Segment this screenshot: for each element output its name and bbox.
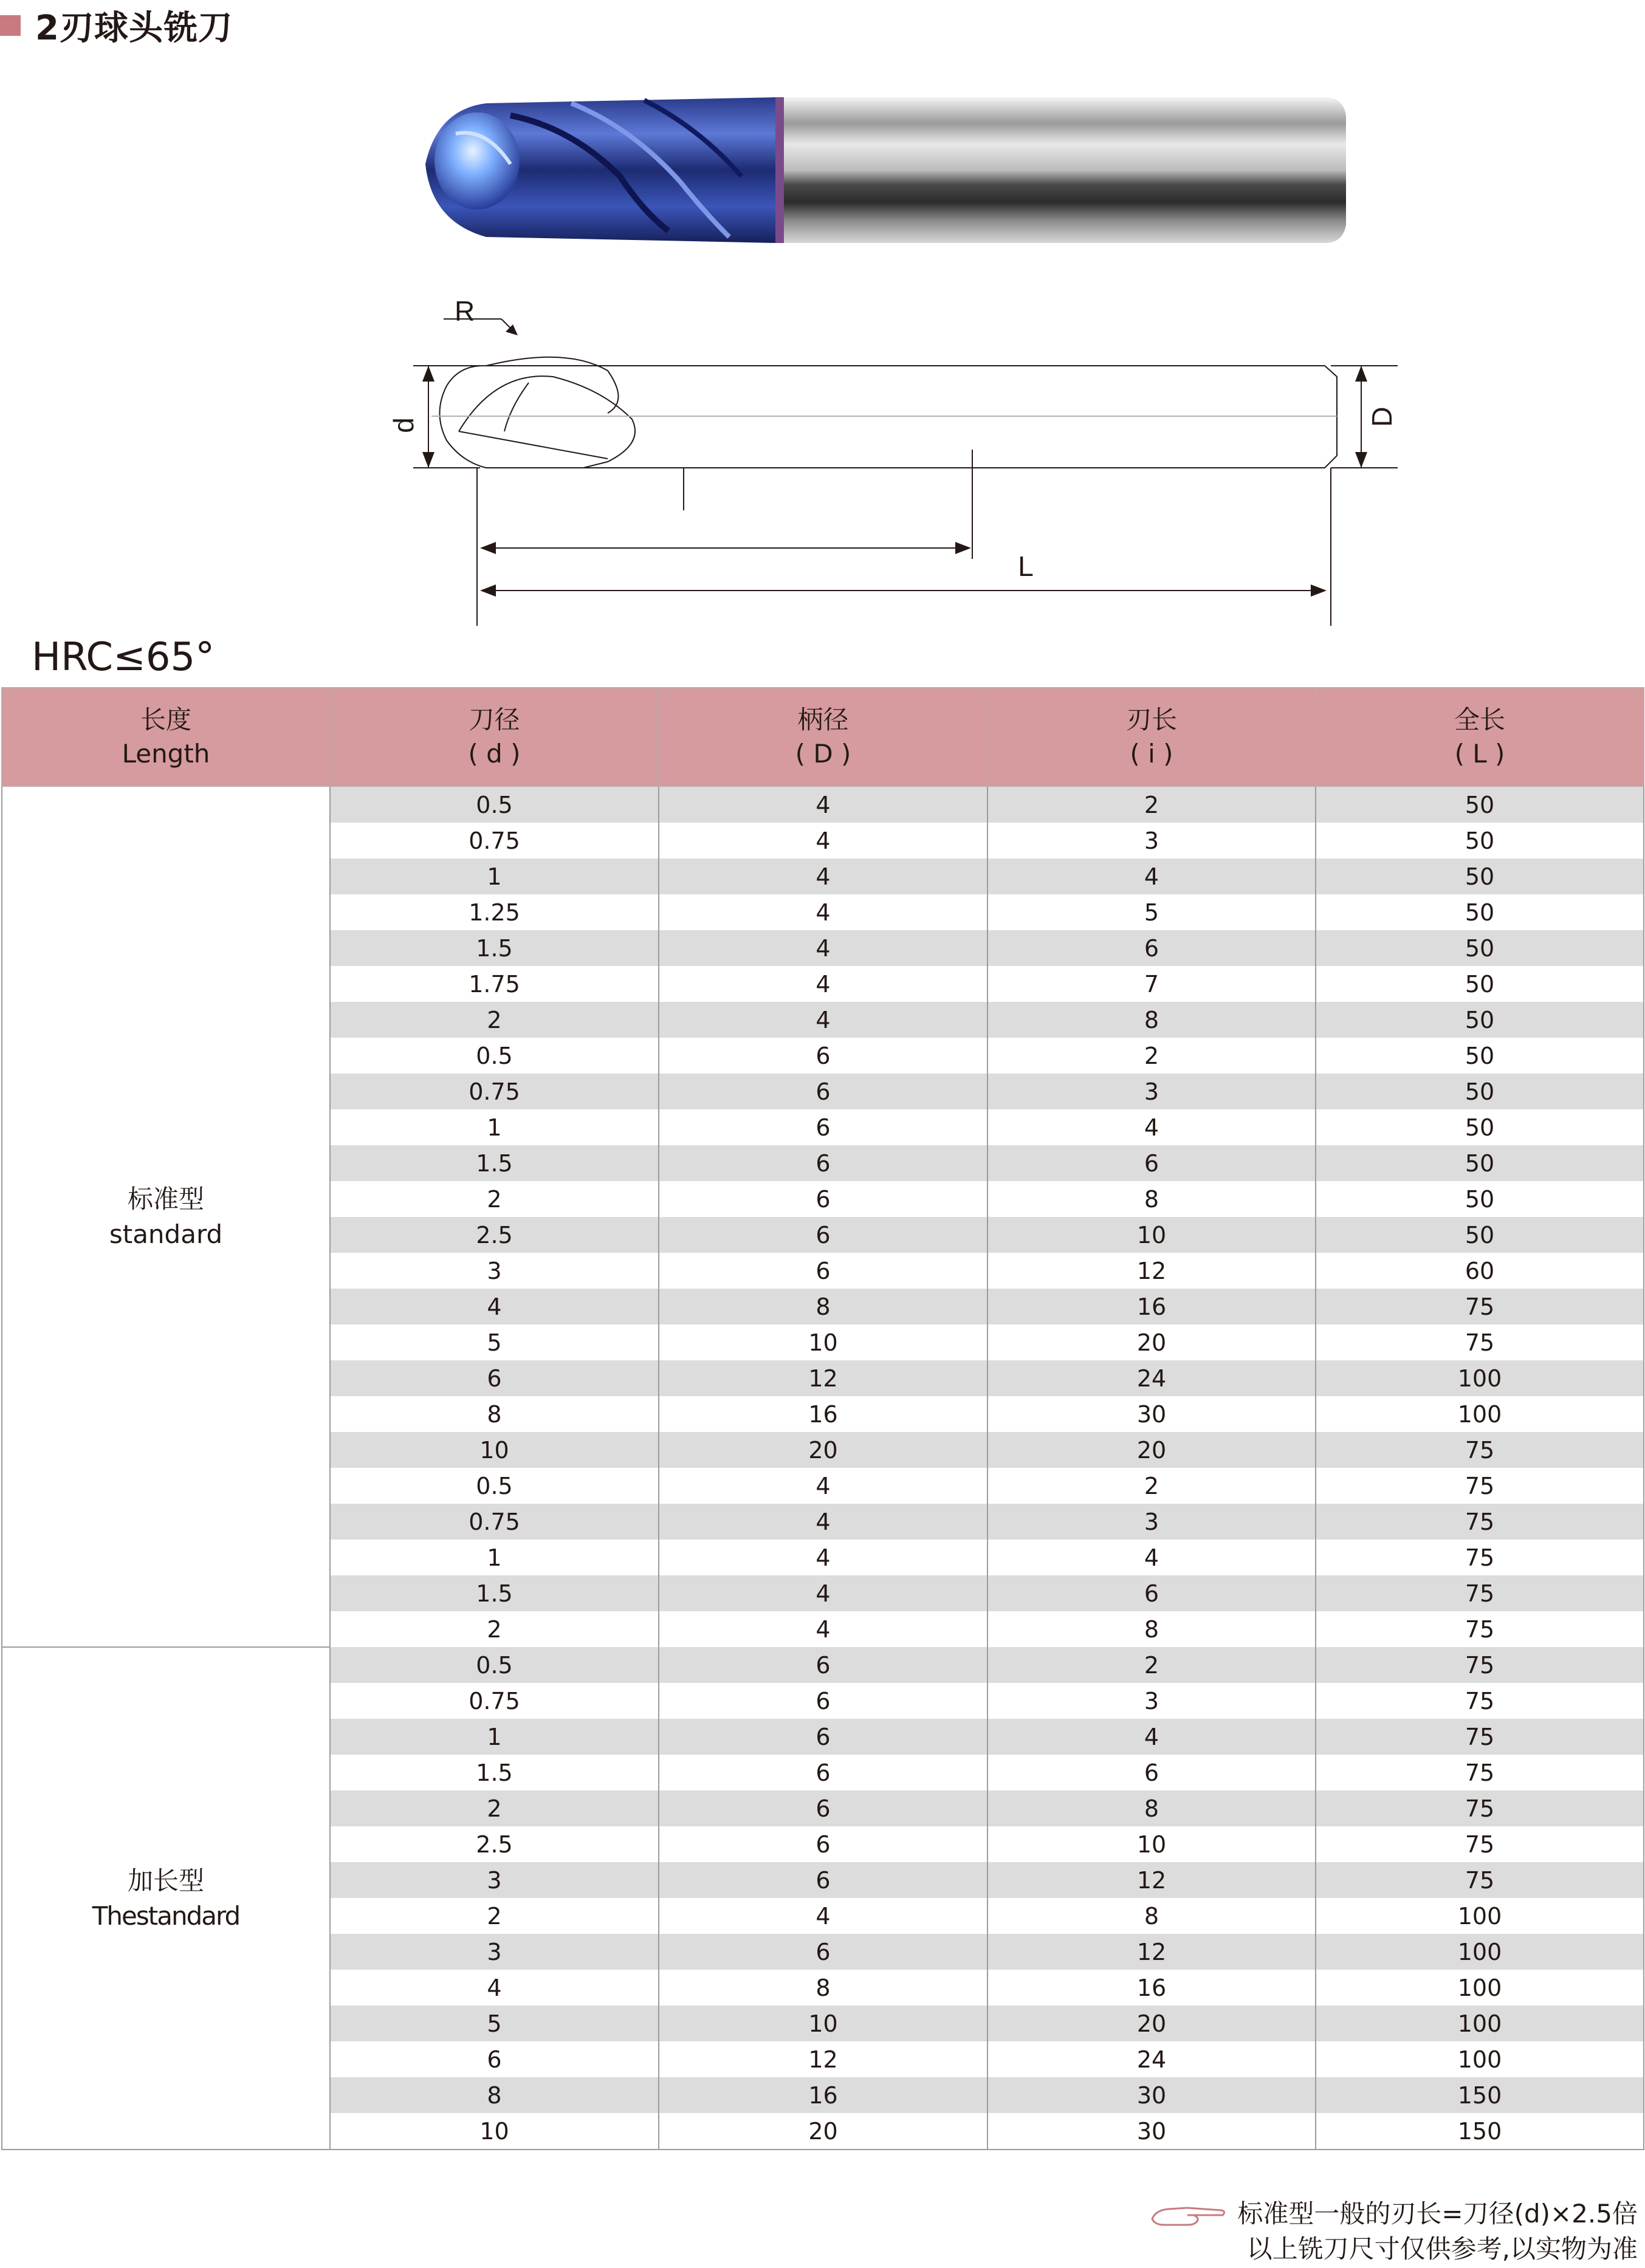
- overall-length-cell: 100: [1316, 2006, 1644, 2041]
- blade-diameter-cell: 5: [330, 1324, 659, 1360]
- blade-length-cell: 4: [987, 1109, 1316, 1145]
- title-marker: [0, 15, 21, 36]
- blade-diameter-cell: 0.5: [330, 1038, 659, 1074]
- shank-diameter-cell: 12: [659, 1360, 987, 1396]
- blade-diameter-cell: 6: [330, 2041, 659, 2077]
- shank-diameter-cell: 4: [659, 1898, 987, 1934]
- overall-length-cell: 100: [1316, 1970, 1644, 2006]
- footnote: [1150, 2196, 1638, 2267]
- blade-diameter-cell: 0.75: [330, 823, 659, 858]
- overall-length-cell: 50: [1316, 1038, 1644, 1074]
- shank-diameter-cell: 6: [659, 1217, 987, 1253]
- spec-table: [1, 687, 1644, 2150]
- table-row: [2, 786, 1644, 823]
- column-header: [659, 688, 987, 786]
- blade-diameter-cell: 1: [330, 1540, 659, 1575]
- shank-diameter-cell: 8: [659, 1970, 987, 2006]
- shank-diameter-cell: 6: [659, 1719, 987, 1755]
- shank-diameter-cell: 4: [659, 966, 987, 1002]
- length-type-cell: [2, 1647, 330, 2150]
- blade-length-cell: 20: [987, 1432, 1316, 1468]
- blade-diameter-cell: 8: [330, 2077, 659, 2113]
- blade-length-cell: 3: [987, 1504, 1316, 1540]
- spec-table-body: [2, 786, 1644, 2150]
- spec-table-head: [2, 688, 1644, 786]
- footnote-line-1: [1150, 2196, 1638, 2232]
- overall-length-cell: 75: [1316, 1647, 1644, 1683]
- page-title: 2刃球头铣刀: [35, 9, 233, 48]
- overall-length-cell: 75: [1316, 1324, 1644, 1360]
- shank-diameter-cell: 12: [659, 2041, 987, 2077]
- footnote-text-2: 以上铣刀尺寸仅供参考,以实物为准: [1246, 2234, 1638, 2264]
- column-header-en: Length: [122, 739, 210, 769]
- blade-length-cell: 3: [987, 823, 1316, 858]
- overall-length-cell: 75: [1316, 1862, 1644, 1898]
- blade-diameter-cell: 1.25: [330, 894, 659, 930]
- length-type-zh: 加长型: [127, 1865, 204, 1896]
- footnote-text-1: 标准型一般的刃长=刀径(d)×2.5倍: [1237, 2199, 1638, 2229]
- shank-diameter-cell: 4: [659, 823, 987, 858]
- length-type-en: standard: [109, 1219, 223, 1249]
- overall-length-cell: 50: [1316, 823, 1644, 858]
- column-header: [987, 688, 1316, 786]
- blade-diameter-cell: 0.75: [330, 1074, 659, 1109]
- shank-diameter-cell: 4: [659, 1575, 987, 1611]
- overall-length-cell: 75: [1316, 1683, 1644, 1719]
- footnote-line-2: [1150, 2232, 1638, 2267]
- overall-length-cell: 50: [1316, 1074, 1644, 1109]
- blade-length-cell: 30: [987, 2113, 1316, 2150]
- blade-length-cell: 12: [987, 1934, 1316, 1970]
- shank-diameter-cell: 8: [659, 1289, 987, 1324]
- overall-length-cell: 100: [1316, 1360, 1644, 1396]
- pointing-hand-icon: [1150, 2201, 1229, 2227]
- shank-diameter-cell: 6: [659, 1074, 987, 1109]
- blade-length-cell: 8: [987, 1790, 1316, 1826]
- blade-length-cell: 30: [987, 1396, 1316, 1432]
- header-row: [2, 688, 1644, 786]
- blade-diameter-cell: 8: [330, 1396, 659, 1432]
- shank-diameter-cell: 6: [659, 1181, 987, 1217]
- blade-length-cell: 5: [987, 894, 1316, 930]
- blade-length-cell: 6: [987, 930, 1316, 966]
- blade-length-cell: 4: [987, 858, 1316, 894]
- column-header-en: ( d ): [468, 739, 521, 769]
- shank-diameter-cell: 10: [659, 2006, 987, 2041]
- column-header-en: ( D ): [795, 739, 851, 769]
- column-header-zh: 刀径: [469, 705, 520, 735]
- overall-length-cell: 150: [1316, 2113, 1644, 2150]
- overall-length-cell: 75: [1316, 1540, 1644, 1575]
- shank-diameter-cell: 20: [659, 2113, 987, 2150]
- shank-diameter-cell: 6: [659, 1253, 987, 1289]
- blade-diameter-cell: 2: [330, 1002, 659, 1038]
- overall-length-cell: 150: [1316, 2077, 1644, 2113]
- blade-length-cell: 12: [987, 1253, 1316, 1289]
- shank-diameter-cell: 4: [659, 858, 987, 894]
- shank-diameter-cell: 10: [659, 1324, 987, 1360]
- blade-diameter-cell: 1: [330, 1109, 659, 1145]
- overall-length-cell: 100: [1316, 1898, 1644, 1934]
- shank-diameter-cell: 6: [659, 1790, 987, 1826]
- blade-diameter-cell: 2.5: [330, 1826, 659, 1862]
- shank-diameter-cell: 4: [659, 786, 987, 823]
- overall-length-cell: 100: [1316, 1396, 1644, 1432]
- length-type-en: Thestandard: [92, 1900, 240, 1931]
- overall-length-cell: 50: [1316, 1217, 1644, 1253]
- blade-length-cell: 3: [987, 1074, 1316, 1109]
- blade-length-cell: 10: [987, 1826, 1316, 1862]
- blade-diameter-label: d: [388, 417, 419, 433]
- overall-length-cell: 75: [1316, 1432, 1644, 1468]
- shank-diameter-cell: 4: [659, 930, 987, 966]
- blade-length-cell: 7: [987, 966, 1316, 1002]
- blade-length-cell: 3: [987, 1683, 1316, 1719]
- blade-length-cell: 30: [987, 2077, 1316, 2113]
- column-header-zh: 刃长: [1125, 705, 1177, 735]
- blade-diameter-cell: 3: [330, 1934, 659, 1970]
- blade-length-cell: 8: [987, 1898, 1316, 1934]
- blade-length-cell: 10: [987, 1217, 1316, 1253]
- table-row: [2, 1647, 1644, 1683]
- blade-length-cell: 20: [987, 1324, 1316, 1360]
- blade-length-cell: 24: [987, 2041, 1316, 2077]
- blade-diameter-cell: 0.75: [330, 1504, 659, 1540]
- overall-length-label: L: [1018, 550, 1034, 582]
- blade-length-cell: 2: [987, 1468, 1316, 1504]
- shank-diameter-cell: 6: [659, 1826, 987, 1862]
- blade-diameter-cell: 2: [330, 1790, 659, 1826]
- shank-diameter-cell: 6: [659, 1145, 987, 1181]
- blade-diameter-cell: 6: [330, 1360, 659, 1396]
- overall-length-cell: 50: [1316, 1109, 1644, 1145]
- shank-diameter-cell: 6: [659, 1038, 987, 1074]
- ball-end-mill-photo: [413, 91, 1349, 249]
- shank-diameter-cell: 16: [659, 2077, 987, 2113]
- blade-diameter-cell: 2.5: [330, 1217, 659, 1253]
- overall-length-cell: 75: [1316, 1826, 1644, 1862]
- blade-length-cell: 6: [987, 1755, 1316, 1790]
- blade-length-cell: 2: [987, 1647, 1316, 1683]
- overall-length-cell: 50: [1316, 1181, 1644, 1217]
- blade-diameter-cell: 2: [330, 1611, 659, 1647]
- blade-diameter-cell: 10: [330, 2113, 659, 2150]
- blade-length-cell: 6: [987, 1145, 1316, 1181]
- column-header: [1316, 688, 1644, 786]
- blade-length-cell: 8: [987, 1181, 1316, 1217]
- blade-diameter-cell: 1.5: [330, 1145, 659, 1181]
- page-header: [0, 1, 233, 50]
- overall-length-cell: 75: [1316, 1611, 1644, 1647]
- shank-diameter-cell: 6: [659, 1934, 987, 1970]
- blade-length-cell: 16: [987, 1970, 1316, 2006]
- shank-diameter-cell: 6: [659, 1109, 987, 1145]
- shank-diameter-cell: 4: [659, 894, 987, 930]
- overall-length-cell: 75: [1316, 1289, 1644, 1324]
- overall-length-cell: 50: [1316, 1145, 1644, 1181]
- shank-diameter-cell: 6: [659, 1755, 987, 1790]
- overall-length-cell: 75: [1316, 1719, 1644, 1755]
- blade-diameter-cell: 5: [330, 2006, 659, 2041]
- blade-length-cell: 8: [987, 1611, 1316, 1647]
- hardness-rating: HRC≤65°: [32, 635, 215, 680]
- overall-length-cell: 75: [1316, 1790, 1644, 1826]
- blade-diameter-cell: 0.5: [330, 1468, 659, 1504]
- column-header: [2, 688, 330, 786]
- blade-length-cell: 4: [987, 1719, 1316, 1755]
- overall-length-cell: 75: [1316, 1755, 1644, 1790]
- blade-length-cell: 4: [987, 1540, 1316, 1575]
- blade-length-cell: 8: [987, 1002, 1316, 1038]
- blade-diameter-cell: 4: [330, 1970, 659, 2006]
- blade-length-cell: 20: [987, 2006, 1316, 2041]
- blade-diameter-cell: 3: [330, 1253, 659, 1289]
- overall-length-cell: 50: [1316, 894, 1644, 930]
- shank-diameter-cell: 6: [659, 1683, 987, 1719]
- blade-diameter-cell: 4: [330, 1289, 659, 1324]
- shank-diameter-cell: 4: [659, 1468, 987, 1504]
- column-header-zh: 全长: [1454, 705, 1505, 735]
- column-header-zh: 长度: [140, 705, 191, 735]
- shank-diameter-cell: 16: [659, 1396, 987, 1432]
- overall-length-cell: 75: [1316, 1504, 1644, 1540]
- shank-diameter-cell: 20: [659, 1432, 987, 1468]
- overall-length-cell: 75: [1316, 1468, 1644, 1504]
- blade-diameter-cell: 2: [330, 1898, 659, 1934]
- shank-diameter-cell: 4: [659, 1504, 987, 1540]
- overall-length-cell: 50: [1316, 930, 1644, 966]
- overall-length-cell: 100: [1316, 1934, 1644, 1970]
- length-type-cell: [2, 786, 330, 1647]
- blade-length-cell: 6: [987, 1575, 1316, 1611]
- dimension-drawing: [365, 286, 1422, 638]
- overall-length-cell: 75: [1316, 1575, 1644, 1611]
- overall-length-cell: 60: [1316, 1253, 1644, 1289]
- shank-diameter-cell: 6: [659, 1862, 987, 1898]
- shank-diameter-label: D: [1366, 406, 1398, 427]
- blade-diameter-cell: 1.5: [330, 1755, 659, 1790]
- shank-diameter-cell: 4: [659, 1540, 987, 1575]
- blade-diameter-cell: 10: [330, 1432, 659, 1468]
- overall-length-cell: 50: [1316, 858, 1644, 894]
- shank-diameter-cell: 4: [659, 1611, 987, 1647]
- blade-diameter-cell: 1.5: [330, 930, 659, 966]
- radius-label: R: [455, 295, 475, 327]
- blade-length-cell: 16: [987, 1289, 1316, 1324]
- blade-length-cell: 24: [987, 1360, 1316, 1396]
- blade-diameter-cell: 3: [330, 1862, 659, 1898]
- blade-diameter-cell: 0.5: [330, 786, 659, 823]
- overall-length-cell: 100: [1316, 2041, 1644, 2077]
- blade-diameter-cell: 0.75: [330, 1683, 659, 1719]
- overall-length-cell: 50: [1316, 1002, 1644, 1038]
- column-header-en: ( L ): [1454, 739, 1505, 769]
- shank-diameter-cell: 4: [659, 1002, 987, 1038]
- blade-diameter-cell: 1.75: [330, 966, 659, 1002]
- blade-length-cell: 2: [987, 786, 1316, 823]
- column-header: [330, 688, 659, 786]
- blade-length-cell: 2: [987, 1038, 1316, 1074]
- blade-diameter-cell: 0.5: [330, 1647, 659, 1683]
- overall-length-cell: 50: [1316, 966, 1644, 1002]
- blade-diameter-cell: 1: [330, 1719, 659, 1755]
- length-type-zh: 标准型: [127, 1184, 204, 1214]
- overall-length-cell: 50: [1316, 786, 1644, 823]
- column-header-zh: 柄径: [797, 705, 849, 735]
- blade-diameter-cell: 1: [330, 858, 659, 894]
- blade-diameter-cell: 1.5: [330, 1575, 659, 1611]
- blade-diameter-cell: 2: [330, 1181, 659, 1217]
- shank-diameter-cell: 6: [659, 1647, 987, 1683]
- column-header-en: ( i ): [1130, 739, 1173, 769]
- blade-length-cell: 12: [987, 1862, 1316, 1898]
